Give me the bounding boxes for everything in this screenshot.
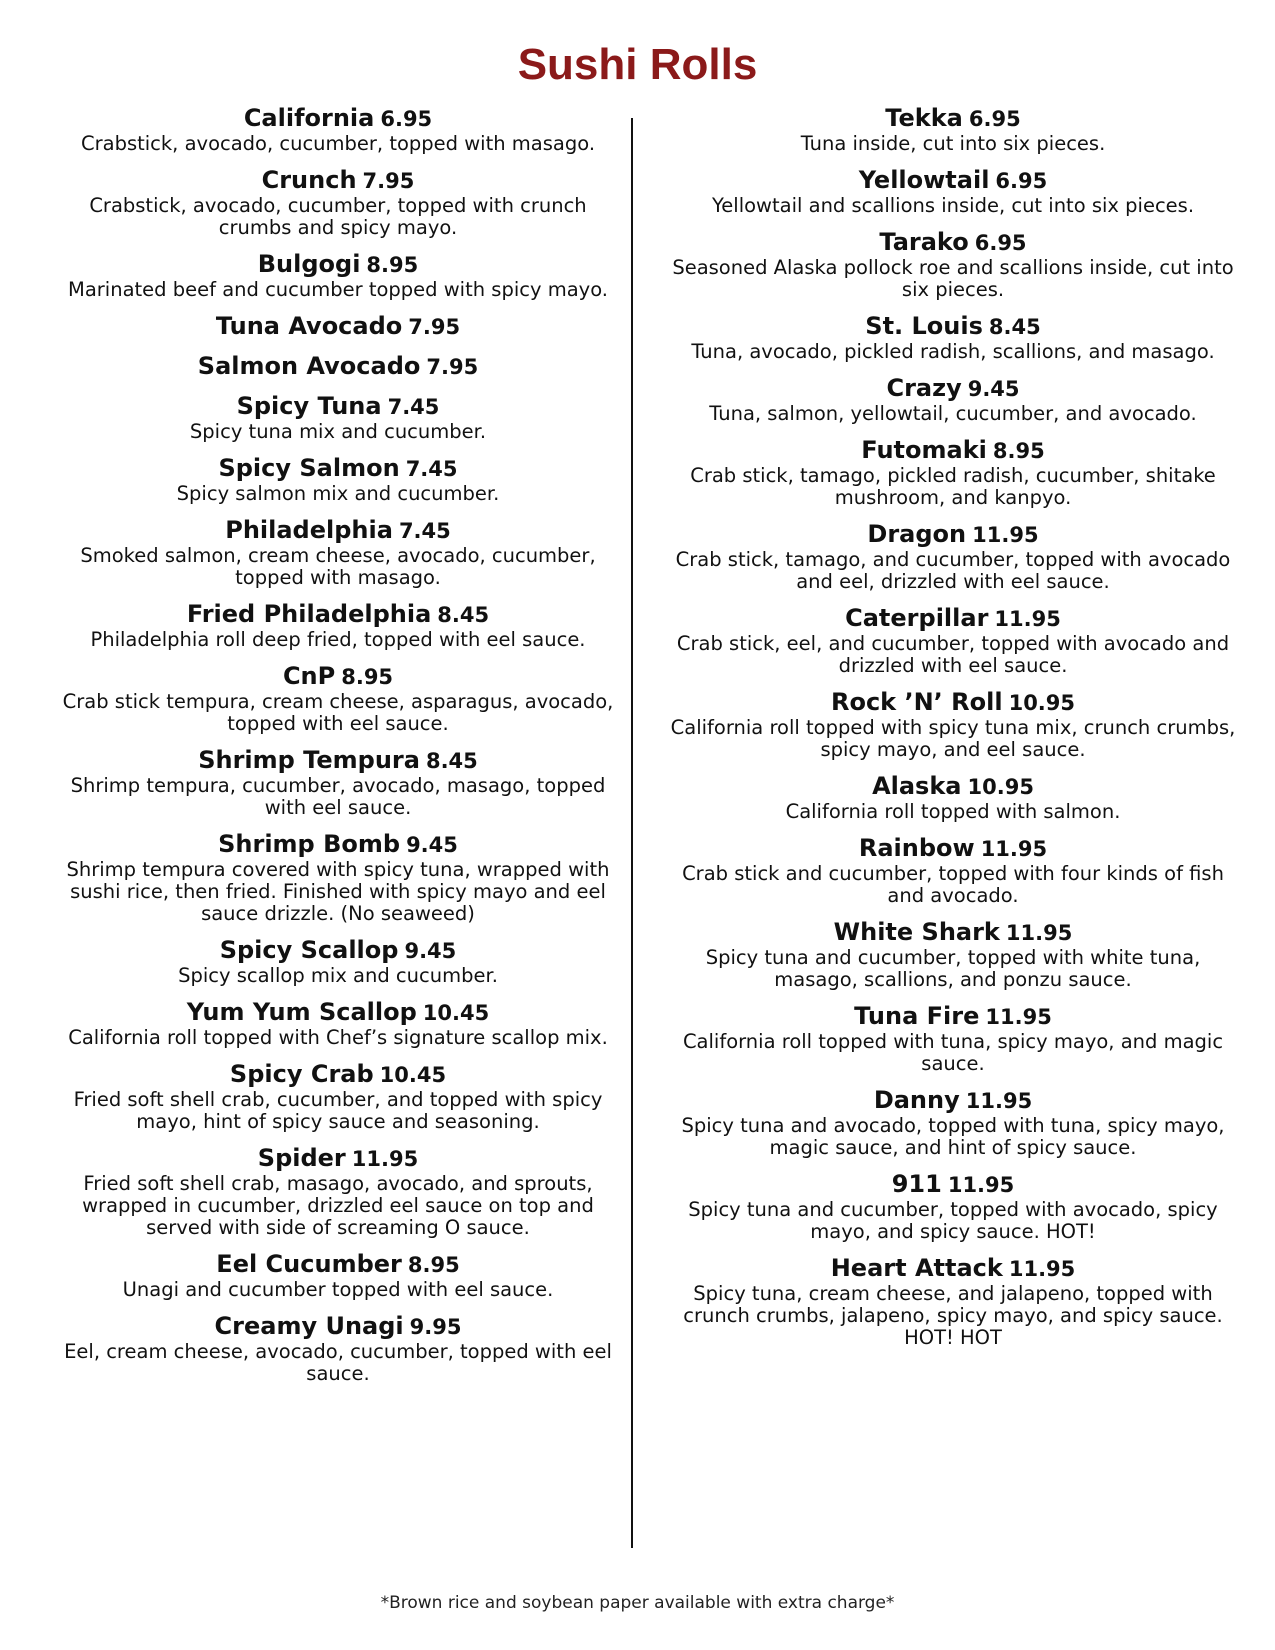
menu-item-header: [663, 436, 1243, 465]
menu-item-price: 6.95: [380, 107, 433, 131]
menu-item-description: Spicy tuna and cucumber, topped with avocado, spicy mayo, and spicy sauce. HOT!: [688, 1198, 1218, 1243]
menu-item-header: [663, 1002, 1243, 1031]
menu-item-header: [663, 312, 1243, 341]
menu-item-description: California roll topped with spicy tuna mix, crunch crumbs, spicy mayo, and eel sauce.: [670, 716, 1236, 761]
menu-item-price: 7.45: [405, 457, 458, 481]
menu-item: [663, 1002, 1243, 1075]
menu-item: [48, 1312, 628, 1385]
menu-item-name: CnP: [282, 662, 336, 690]
menu-item: [663, 1254, 1243, 1349]
menu-item-price: 6.95: [968, 107, 1021, 131]
menu-item: [48, 1144, 628, 1239]
menu-item-description: Crab stick and cucumber, topped with four kinds of fish and avocado.: [682, 862, 1224, 907]
menu-item-price: 6.95: [974, 231, 1027, 255]
menu-item-description: California roll topped with salmon.: [785, 800, 1121, 823]
menu-item-description: Crab stick, tamago, pickled radish, cucumber, shitake mushroom, and kanpyo.: [690, 464, 1216, 509]
menu-item-header: [48, 516, 628, 545]
menu-item-header: [48, 746, 628, 775]
menu-item-description: Unagi and cucumber topped with eel sauce.: [122, 1278, 554, 1301]
menu-item: [48, 392, 628, 443]
left-menu-column: [48, 104, 628, 1396]
menu-item: [663, 918, 1243, 991]
menu-item-header: [48, 352, 628, 381]
menu-item-price: 11.95: [994, 607, 1061, 631]
menu-item-header: [48, 830, 628, 859]
menu-item-name: Tuna Avocado: [215, 312, 403, 340]
menu-item-header: [48, 998, 628, 1027]
menu-item-price: 7.95: [408, 315, 461, 339]
menu-item-price: 8.95: [407, 1253, 460, 1277]
menu-item: [663, 688, 1243, 761]
menu-item: [48, 454, 628, 505]
menu-item-price: 11.95: [980, 837, 1048, 861]
menu-item: [48, 998, 628, 1049]
menu-item-header: [48, 1312, 628, 1341]
menu-item-price: 10.95: [1008, 691, 1076, 715]
menu-item-header: [48, 1060, 628, 1089]
menu-item-price: 9.45: [404, 939, 457, 963]
menu-item-description: Fried soft shell crab, cucumber, and topped with spicy mayo, hint of spicy sauce and seasoning.: [73, 1088, 603, 1133]
menu-item-price: 10.95: [967, 775, 1034, 799]
menu-item-name: Dragon: [867, 520, 967, 548]
menu-item: [48, 516, 628, 589]
menu-item: [48, 250, 628, 301]
menu-item: [663, 604, 1243, 677]
menu-item-price: 11.95: [1005, 921, 1073, 945]
right-menu-column: [663, 104, 1243, 1360]
menu-item-name: Creamy Unagi: [214, 1312, 404, 1340]
menu-item-name: Spider: [257, 1144, 346, 1172]
menu-item-description: Spicy tuna and avocado, topped with tuna, spicy mayo, magic sauce, and hint of spicy sauce.: [681, 1114, 1225, 1159]
menu-item-name: Tuna Fire: [854, 1002, 980, 1030]
menu-item-name: Heart Attack: [830, 1254, 1003, 1282]
menu-item-price: 11.95: [947, 1173, 1015, 1197]
menu-item-name: Spicy Tuna: [236, 392, 382, 420]
menu-item-header: [663, 918, 1243, 947]
menu-item-header: [663, 166, 1243, 195]
menu-item-name: Futomaki: [861, 436, 987, 464]
menu-item-header: [663, 104, 1243, 133]
menu-item-price: 8.45: [988, 315, 1041, 339]
menu-item-name: Tarako: [879, 228, 969, 256]
menu-item-price: 11.95: [351, 1147, 419, 1171]
menu-item: [48, 746, 628, 819]
menu-item: [663, 228, 1243, 301]
menu-item-name: St. Louis: [865, 312, 983, 340]
menu-item: [48, 166, 628, 239]
menu-item-description: Shrimp tempura covered with spicy tuna, wrapped with sushi rice, then fried. Finished with spicy mayo and eel sauce drizzle. (No seaweed): [66, 858, 610, 925]
menu-item-price: 8.45: [437, 603, 490, 627]
menu-item-header: [48, 600, 628, 629]
menu-item-header: [48, 1144, 628, 1173]
menu-item-description: Crabstick, avocado, cucumber, topped with crunch crumbs and spicy mayo.: [89, 194, 587, 239]
menu-item-description: Spicy tuna and cucumber, topped with white tuna, masago, scallions, and ponzu sauce.: [705, 946, 1201, 991]
menu-item: [48, 830, 628, 925]
footnote: *Brown rice and soybean paper available with extra charge*: [380, 1593, 895, 1613]
menu-item: [48, 104, 628, 155]
menu-item-description: Yellowtail and scallions inside, cut into six pieces.: [711, 194, 1195, 217]
menu-item: [663, 772, 1243, 823]
menu-item-description: Crab stick, tamago, and cucumber, topped with avocado and eel, drizzled with eel sauce.: [675, 548, 1231, 593]
menu-item-header: [663, 1086, 1243, 1115]
menu-item: [663, 520, 1243, 593]
menu-item-header: [663, 374, 1243, 403]
menu-item-name: Salmon Avocado: [197, 352, 421, 380]
menu-item-description: Eel, cream cheese, avocado, cucumber, topped with eel sauce.: [64, 1340, 612, 1385]
menu-item-header: [663, 1254, 1243, 1283]
menu-item-price: 9.45: [406, 833, 458, 857]
menu-item-price: 8.45: [425, 749, 478, 773]
menu-item-header: [663, 228, 1243, 257]
menu-item-name: Eel Cucumber: [216, 1250, 402, 1278]
menu-item-header: [48, 392, 628, 421]
menu-item: [48, 1060, 628, 1133]
menu-item-name: Philadelphia: [225, 516, 393, 544]
menu-item-price: 7.45: [398, 519, 451, 543]
menu-item-header: [48, 312, 628, 341]
menu-item-description: Spicy tuna, cream cheese, and jalapeno, topped with crunch crumbs, jalapeno, spicy mayo, and spicy sauce. HOT! HOT: [683, 1282, 1223, 1349]
menu-item-price: 7.45: [387, 395, 440, 419]
menu-item-description: Tuna, salmon, yellowtail, cucumber, and avocado.: [709, 402, 1197, 425]
menu-item-description: Marinated beef and cucumber topped with spicy mayo.: [68, 278, 608, 301]
menu-item-header: [663, 1170, 1243, 1199]
menu-item: [48, 352, 628, 381]
menu-item-name: Alaska: [872, 772, 962, 800]
menu-item-description: Tuna inside, cut into six pieces.: [800, 132, 1106, 155]
menu-item-name: Spicy Scallop: [219, 936, 399, 964]
menu-item-name: Yellowtail: [858, 166, 990, 194]
menu-item-name: White Shark: [833, 918, 1000, 946]
menu-item-name: Spicy Crab: [229, 1060, 374, 1088]
menu-item-description: Spicy salmon mix and cucumber.: [176, 482, 500, 505]
menu-item-header: [663, 772, 1243, 801]
menu-item-header: [48, 454, 628, 483]
page-title: Sushi Rolls: [517, 40, 758, 89]
menu-item-name: Caterpillar: [845, 604, 989, 632]
menu-item-header: [48, 936, 628, 965]
menu-item-name: Shrimp Tempura: [198, 746, 420, 774]
menu-item-header: [48, 250, 628, 279]
menu-item-name: Rock ’N’ Roll: [830, 688, 1003, 716]
menu-item-price: 8.95: [992, 439, 1045, 463]
menu-item-name: 911: [891, 1170, 942, 1198]
menu-item-name: Bulgogi: [257, 250, 361, 278]
menu-item-name: Fried Philadelphia: [186, 600, 432, 628]
menu-item-price: 9.45: [967, 377, 1020, 401]
menu-item-description: Crab stick, eel, and cucumber, topped with avocado and drizzled with eel sauce.: [676, 632, 1230, 677]
menu-item: [663, 834, 1243, 907]
menu-item-name: Rainbow: [858, 834, 975, 862]
menu-item: [663, 312, 1243, 363]
menu-item-description: Fried soft shell crab, masago, avocado, and sprouts, wrapped in cucumber, drizzled eel sauce on top and served with side of screaming O sauce.: [82, 1172, 594, 1239]
menu-item-price: 8.95: [366, 253, 419, 277]
menu-item-description: Spicy scallop mix and cucumber.: [178, 964, 498, 987]
menu-item: [48, 662, 628, 735]
menu-item: [48, 936, 628, 987]
menu-item-price: 6.95: [995, 169, 1048, 193]
menu-item-price: 9.95: [409, 1315, 462, 1339]
menu-item: [663, 104, 1243, 155]
column-divider: [631, 118, 633, 1548]
menu-item-description: Crabstick, avocado, cucumber, topped with masago.: [80, 132, 596, 155]
menu-item-price: 11.95: [985, 1005, 1052, 1029]
menu-item-name: Spicy Salmon: [218, 454, 400, 482]
menu-item-name: Crazy: [886, 374, 962, 402]
menu-item-header: [48, 1250, 628, 1279]
menu-item-description: Crab stick tempura, cream cheese, asparagus, avocado, topped with eel sauce.: [62, 690, 614, 735]
menu-item: [663, 374, 1243, 425]
menu-item-description: Seasoned Alaska pollock roe and scallions inside, cut into six pieces.: [672, 256, 1234, 301]
menu-item: [48, 600, 628, 651]
menu-item: [663, 436, 1243, 509]
menu-item-header: [48, 166, 628, 195]
menu-item-price: 11.95: [965, 1089, 1033, 1113]
menu-item: [663, 166, 1243, 217]
menu-item-name: Yum Yum Scallop: [186, 998, 417, 1026]
menu-item-description: Philadelphia roll deep fried, topped with eel sauce.: [90, 628, 586, 651]
menu-item-description: California roll topped with tuna, spicy mayo, and magic sauce.: [682, 1030, 1224, 1075]
menu-item-description: California roll topped with Chef’s signature scallop mix.: [68, 1026, 608, 1049]
menu-item: [48, 312, 628, 341]
menu-item-description: Spicy tuna mix and cucumber.: [189, 420, 487, 443]
menu-item-name: Crunch: [261, 166, 357, 194]
menu-item: [663, 1170, 1243, 1243]
menu-item-price: 11.95: [972, 523, 1039, 547]
menu-item-price: 7.95: [362, 169, 415, 193]
menu-item-header: [48, 104, 628, 133]
menu-item-price: 8.95: [341, 665, 394, 689]
menu-item-price: 7.95: [426, 355, 479, 379]
menu-item-header: [48, 662, 628, 691]
menu-item-name: Danny: [873, 1086, 960, 1114]
menu-item-name: California: [243, 104, 375, 132]
menu-item-name: Tekka: [885, 104, 963, 132]
menu-item-header: [663, 604, 1243, 633]
menu-item-description: Shrimp tempura, cucumber, avocado, masago, topped with eel sauce.: [70, 774, 606, 819]
menu-item-name: Shrimp Bomb: [218, 830, 401, 858]
menu-item-description: Smoked salmon, cream cheese, avocado, cucumber, topped with masago.: [80, 544, 596, 589]
menu-item: [663, 1086, 1243, 1159]
menu-item: [48, 1250, 628, 1301]
menu-item-header: [663, 834, 1243, 863]
menu-item-header: [663, 688, 1243, 717]
menu-item-header: [663, 520, 1243, 549]
menu-item-price: 11.95: [1008, 1257, 1076, 1281]
menu-item-price: 10.45: [379, 1063, 447, 1087]
menu-item-description: Tuna, avocado, pickled radish, scallions, and masago.: [691, 340, 1215, 363]
menu-item-price: 10.45: [422, 1001, 490, 1025]
